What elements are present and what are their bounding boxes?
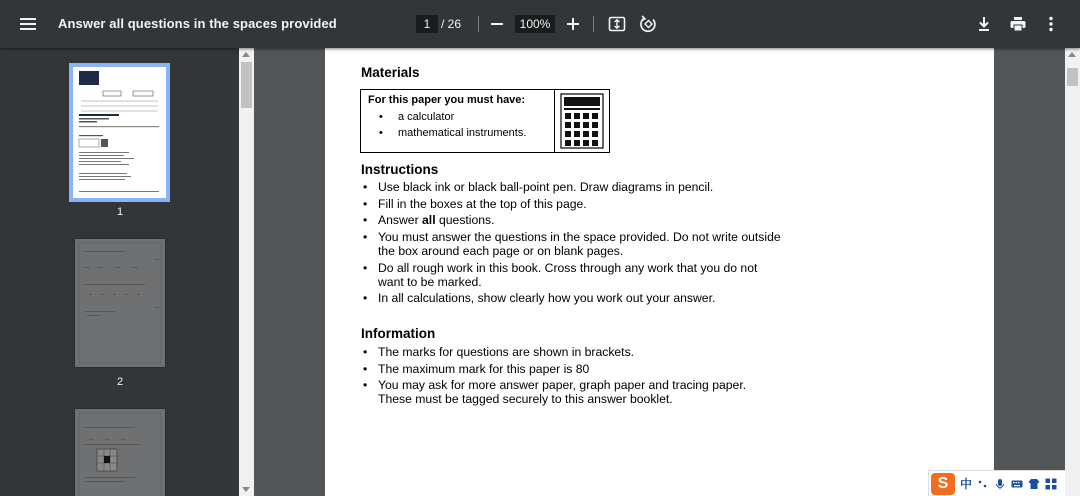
- scroll-down-arrow[interactable]: [242, 487, 250, 492]
- sidebar-scrollbar[interactable]: [239, 48, 254, 496]
- zoom-input[interactable]: [515, 15, 555, 33]
- list-item: • Fill in the boxes at the top of this page.: [361, 197, 801, 211]
- pdf-toolbar: [0, 0, 1080, 48]
- toolbox-grid-icon[interactable]: [1045, 478, 1057, 490]
- toolbar-divider: [478, 16, 479, 32]
- list-item: • Answer all questions.: [361, 213, 801, 227]
- scrollbar-thumb[interactable]: [241, 62, 252, 108]
- rotate-icon[interactable]: [638, 14, 658, 34]
- list-item: • Use black ink or black ball-point pen. Draw diagrams in pencil.: [361, 180, 801, 194]
- page-thumbnail-2[interactable]: [74, 238, 166, 368]
- thumbnail-sidebar: [0, 48, 254, 496]
- page-thumbnail-preview: [75, 409, 165, 496]
- list-item: • Do all rough work in this book. Cross through any work that you do not want to be marked.: [361, 261, 761, 289]
- zoom-out-button[interactable]: [489, 16, 505, 32]
- instructions-heading: Instructions: [361, 162, 439, 177]
- instructions-list: [361, 180, 801, 308]
- materials-list: [361, 90, 555, 152]
- document-scrollbar[interactable]: [1065, 48, 1080, 496]
- print-icon[interactable]: [1008, 14, 1028, 34]
- page-thumbnail-1[interactable]: [69, 63, 170, 202]
- materials-item: • mathematical instruments.: [398, 125, 547, 141]
- document-page: [325, 48, 994, 496]
- ime-logo[interactable]: S: [931, 473, 955, 495]
- ime-toolbar: [928, 470, 1065, 496]
- page-thumbnail-preview: [75, 239, 165, 367]
- list-item: • You may ask for more answer paper, graph paper and tracing paper. These must be tagged securely to this answer booklet.: [361, 378, 761, 406]
- fit-to-page-icon[interactable]: [607, 14, 627, 34]
- scroll-up-arrow[interactable]: [242, 52, 250, 57]
- cropped-line-remnant: [367, 48, 657, 50]
- materials-item: • a calculator: [398, 109, 547, 125]
- scrollbar-thumb[interactable]: [1067, 68, 1078, 86]
- page-thumbnail-3[interactable]: [74, 408, 166, 496]
- document-title: Answer all questions in the spaces provided: [58, 16, 337, 31]
- emphasis-text: all: [422, 213, 436, 228]
- keyboard-icon[interactable]: [1011, 478, 1023, 490]
- punctuation-icon[interactable]: [977, 478, 989, 490]
- download-icon[interactable]: [974, 14, 994, 34]
- toolbar-divider: [593, 16, 594, 32]
- more-vert-icon[interactable]: [1041, 14, 1061, 34]
- menu-icon[interactable]: [16, 12, 40, 36]
- microphone-icon[interactable]: [994, 478, 1006, 490]
- thumbnail-page-number: 2: [116, 376, 124, 388]
- materials-box-heading: For this paper you must have:: [368, 94, 526, 106]
- thumbnail-page-number: 1: [116, 206, 124, 218]
- zoom-in-button[interactable]: [565, 16, 581, 32]
- list-item: • The marks for questions are shown in brackets.: [361, 345, 801, 359]
- ime-mode-toggle[interactable]: 中: [960, 477, 973, 491]
- page-total: / 26: [441, 17, 462, 31]
- materials-box: [360, 89, 610, 153]
- page-thumbnail-preview: [73, 67, 166, 198]
- list-item: • You must answer the questions in the space provided. Do not write outside the box around each page or on blank pages.: [361, 230, 793, 258]
- scroll-up-arrow[interactable]: [1068, 52, 1076, 57]
- materials-heading: Materials: [361, 65, 420, 80]
- calculator-icon: [555, 90, 609, 152]
- list-item: • In all calculations, show clearly how you work out your answer.: [361, 291, 801, 305]
- information-list: [361, 345, 801, 409]
- information-heading: Information: [361, 326, 436, 341]
- page-number-input[interactable]: [416, 15, 438, 33]
- list-item: • The maximum mark for this paper is 80: [361, 362, 801, 376]
- skin-icon[interactable]: [1028, 478, 1040, 490]
